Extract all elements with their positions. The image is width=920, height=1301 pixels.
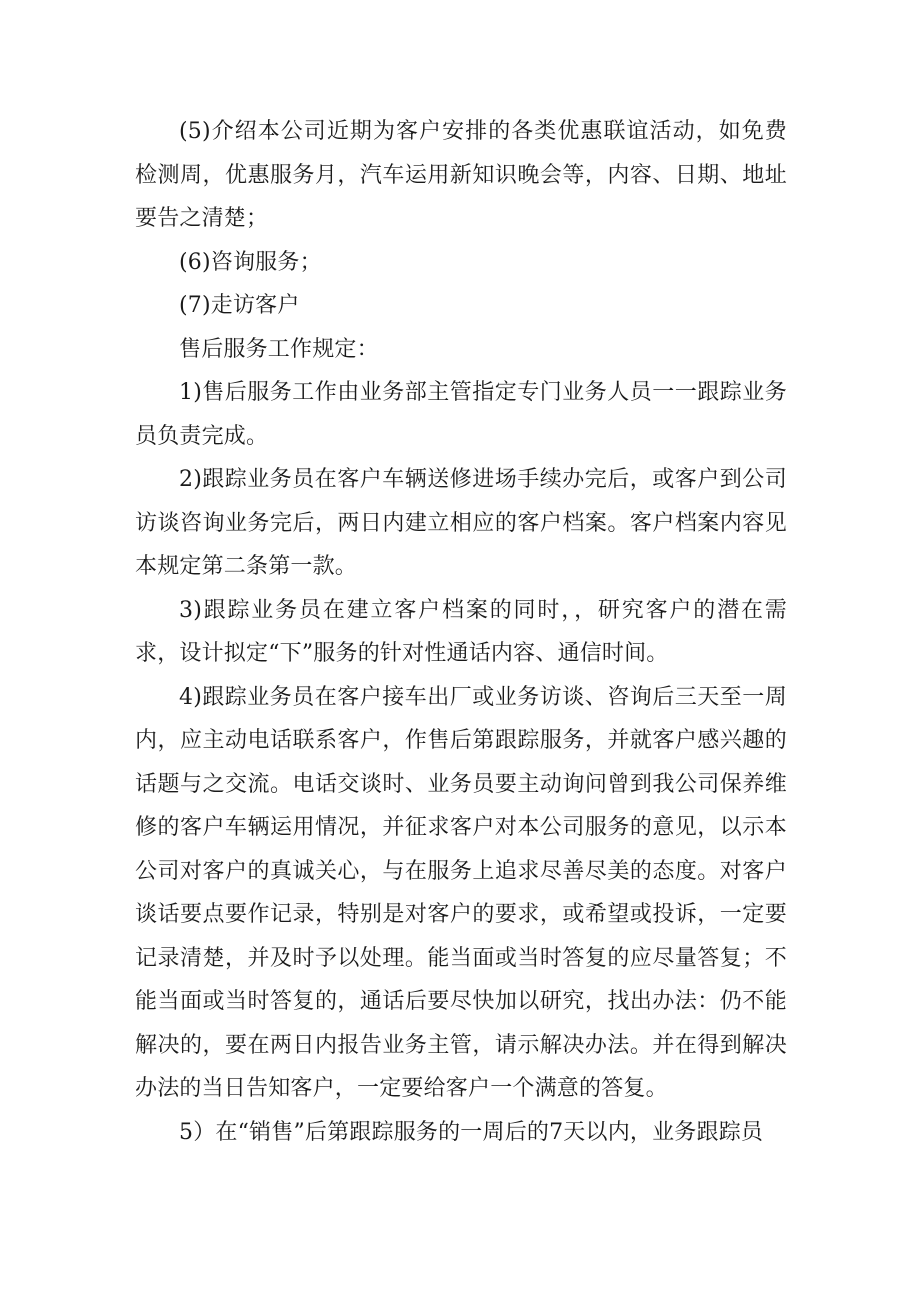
rule-2: 2)跟踪业务员在客户车辆送修进场手续办完后，或客户到公司访谈咨询业务完后，两日内建立相应的客户档案。客户档案内容见本规定第二条第一款。	[135, 467, 787, 579]
document-body	[135, 110, 787, 1154]
rule-4: 4)跟踪业务员在客户接车出厂或业务访谈、咨询后三天至一周内，应主动电话联系客户，作售后第跟踪服务，并就客户感兴趣的话题与之交流。电话交谈时、业务员要主动询问曾到我公司保养维修的客户车辆运用情况，并征求客户对本公司服务的意见，以示本公司对客户的真诚关心，与在服务上追求尽善尽美的态度。对客户谈话要点要作记录，特别是对客户的要求，或希望或投诉，一定要记录清楚，并及时予以处理。能当面或当时答复的应尽量答复；不能当面或当时答复的，通话后要尽快加以研究，找出办法：仍不能解决的，要在两日内报告业务主管，请示解决办法。并在得到解决办法的当日告知客户，一定要给客户一个满意的答复。	[135, 684, 787, 1101]
section-heading-rules: 售后服务工作规定：	[179, 336, 379, 362]
paragraph-item-6: (6)咨询服务；	[179, 249, 322, 275]
paragraph-item-5: (5)介绍本公司近期为客户安排的各类优惠联谊活动，如免费检测周，优惠服务月，汽车运用新知识晚会等，内容、日期、地址要告之清楚；	[135, 119, 787, 231]
rule-3: 3)跟踪业务员在建立客户档案的同时，，研究客户的潜在需求，设计拟定“下”服务的针对性通话内容、通信时间。	[135, 597, 787, 666]
rule-5: 5）在“销售”后第跟踪服务的一周后的7天以内，业务跟踪员	[179, 1119, 764, 1145]
paragraph-item-7: (7)走访客户	[179, 293, 300, 318]
rule-1: 1)售后服务工作由业务部主管指定专门业务人员一一跟踪业务员负责完成。	[135, 380, 787, 449]
